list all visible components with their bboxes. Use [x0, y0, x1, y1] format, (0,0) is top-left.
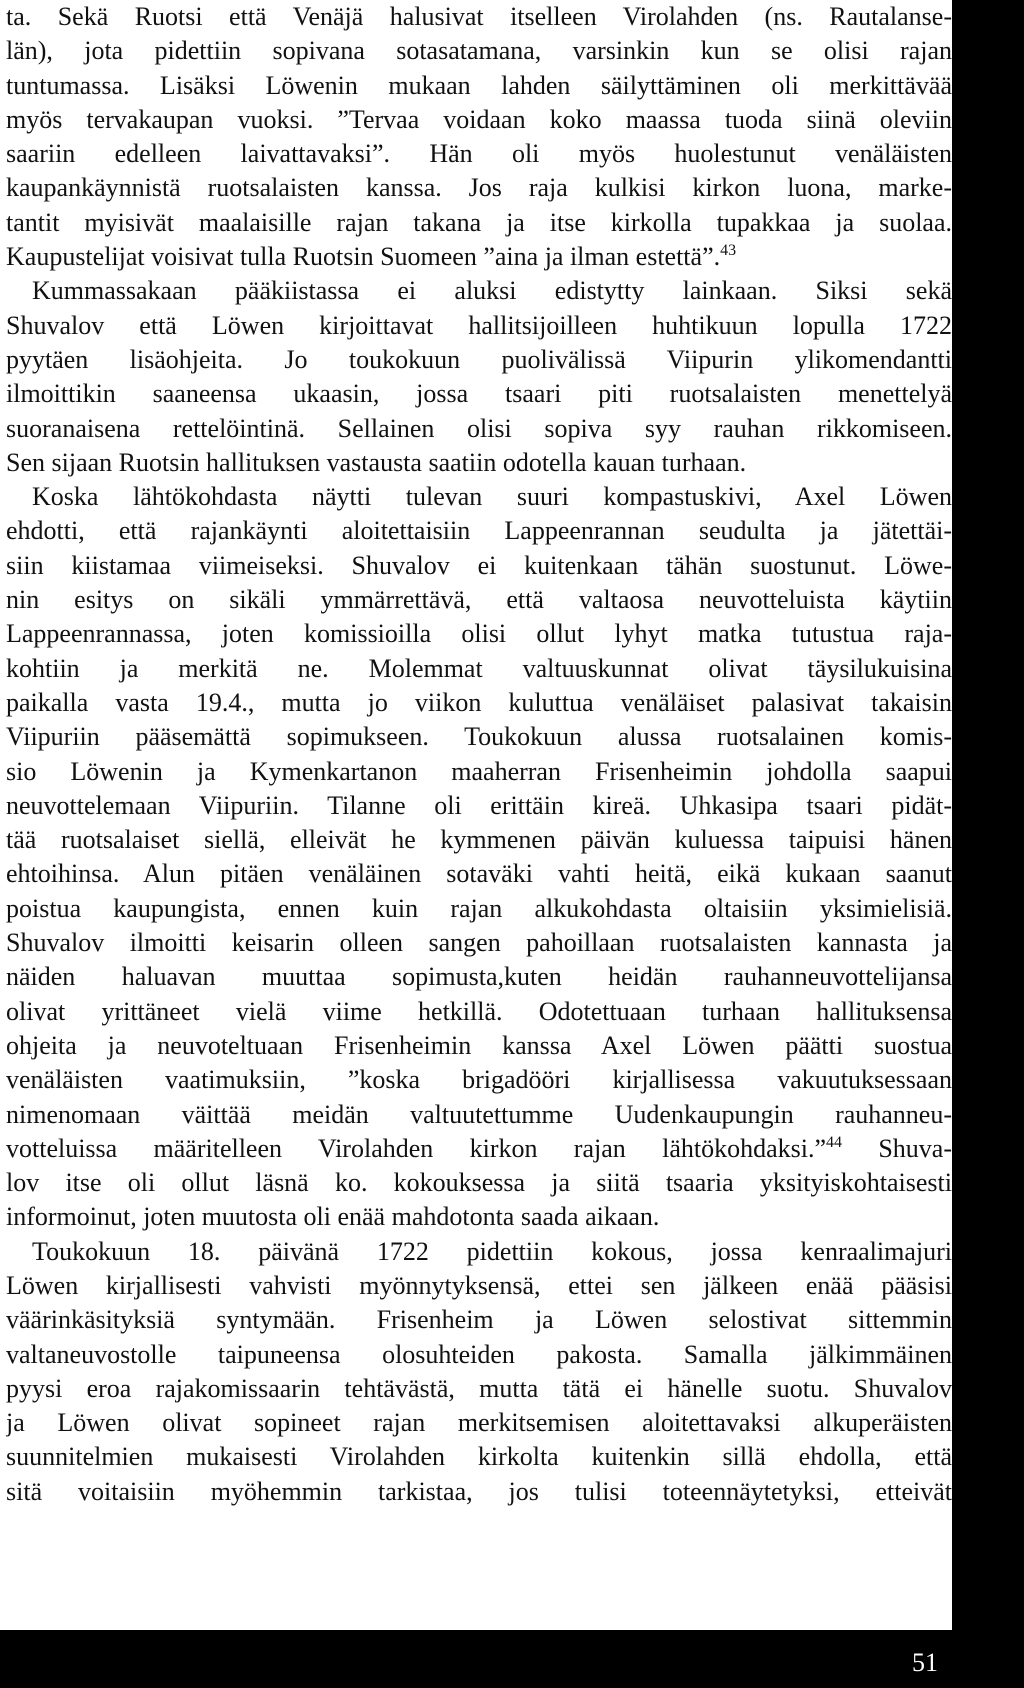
line-text: Lappeenrannassa, joten komissioilla olisi ollut lyhyt matka tutustua raja-	[6, 619, 952, 649]
text-line	[6, 583, 952, 617]
line-text: nimenomaan väittää meidän valtuutettumme Uudenkaupungin rauhanneu-	[6, 1099, 952, 1129]
text-line	[6, 309, 952, 343]
text-line	[6, 377, 952, 411]
text-line	[6, 274, 952, 308]
text-line	[6, 412, 952, 446]
line-text: Kummassakaan pääkiistassa ei aluksi edistytty lainkaan. Siksi sekä	[32, 276, 952, 306]
text-line	[6, 1475, 952, 1509]
line-text: votteluissa määritelleen Virolahden kirkon rajan lähtökohdaksi.”	[6, 1133, 826, 1163]
text-line	[6, 240, 952, 274]
line-text: informoinut, joten muutosta oli enää mahdotonta saada aikaan.	[6, 1202, 660, 1232]
line-text: Löwen kirjallisesti vahvisti myönnytyksensä, ettei sen jälkeen enää pääsisi	[6, 1270, 952, 1300]
line-text: lov itse oli ollut läsnä ko. kokouksessa ja siitä tsaaria yksityiskohtaisesti	[6, 1168, 952, 1198]
text-line	[6, 1063, 952, 1097]
line-text-tail: Shuva-	[842, 1133, 952, 1163]
page-number: 51	[912, 1648, 938, 1677]
text-line	[6, 1440, 952, 1474]
text-line	[6, 960, 952, 994]
text-line	[6, 1200, 952, 1234]
line-text: suunnitelmien mukaisesti Virolahden kirkolta kuitenkin sillä ehdolla, että	[6, 1442, 952, 1472]
body-text	[6, 0, 952, 1509]
text-line	[6, 549, 952, 583]
line-text: ohjeita ja neuvoteltuaan Frisenheimin kanssa Axel Löwen päätti suostua	[6, 1030, 952, 1060]
text-line	[6, 1132, 952, 1166]
text-line	[6, 343, 952, 377]
line-text: pyysi eroa rajakomissaarin tehtävästä, mutta tätä ei hänelle suotu. Shuvalov	[6, 1373, 952, 1403]
text-line	[6, 103, 952, 137]
line-text: Koska lähtökohdasta näytti tulevan suuri kompastuskivi, Axel Löwen	[32, 482, 952, 512]
text-line	[6, 1166, 952, 1200]
line-text: Toukokuun 18. päivänä 1722 pidettiin kokous, jossa kenraalimajuri	[32, 1236, 952, 1266]
line-text: ehtoihinsa. Alun pitäen venäläinen sotaväki vahti heitä, eikä kukaan saanut	[6, 859, 952, 889]
line-text: suoranaisena rettelöintinä. Sellainen olisi sopiva syy rauhan rikkomiseen.	[6, 413, 952, 443]
line-text: sio Löwenin ja Kymenkartanon maaherran Frisenheimin johdolla saapui	[6, 756, 952, 786]
footnote-marker: 44	[826, 1133, 842, 1151]
text-line	[6, 652, 952, 686]
text-line	[6, 686, 952, 720]
line-text: myös tervakaupan vuoksi. ”Tervaa voidaan koko maassa tuoda siinä oleviin	[6, 104, 952, 134]
scan-border-bottom	[0, 1630, 1024, 1688]
text-line	[6, 1338, 952, 1372]
text-line	[6, 171, 952, 205]
text-line	[6, 892, 952, 926]
line-text: venäläisten vaatimuksiin, ”koska brigadööri kirjallisessa vakuutuksessaan	[6, 1065, 952, 1095]
line-text: Viipuriin pääsemättä sopimukseen. Toukokuun alussa ruotsalainen komis-	[6, 722, 952, 752]
text-line	[6, 755, 952, 789]
line-text: kaupankäynnistä ruotsalaisten kanssa. Jos raja kulkisi kirkon luona, marke-	[6, 173, 952, 203]
text-line	[6, 480, 952, 514]
line-text: olivat yrittäneet vielä viime hetkillä. Odotettuaan turhaan hallituksensa	[6, 996, 952, 1026]
text-line	[6, 34, 952, 68]
line-text: tää ruotsalaiset siellä, elleivät he kymmenen päivän kuluessa taipuisi hänen	[6, 825, 952, 855]
line-text: Kaupustelijat voisivat tulla Ruotsin Suomeen ”aina ja ilman estettä”.	[6, 242, 721, 272]
text-line	[6, 720, 952, 754]
line-text: neuvottelemaan Viipuriin. Tilanne oli erittäin kireä. Uhkasipa tsaari pidät-	[6, 790, 952, 820]
line-text: ja Löwen olivat sopineet rajan merkitsemisen aloitettavaksi alkuperäisten	[6, 1408, 952, 1438]
line-text: siin kiistamaa viimeiseksi. Shuvalov ei kuitenkaan tähän suostunut. Löwe-	[6, 550, 952, 580]
line-text: län), jota pidettiin sopivana sotasatamana, varsinkin kun se olisi rajan	[6, 36, 952, 66]
line-text: valtaneuvostolle taipuneensa olosuhteiden pakosta. Samalla jälkimmäinen	[6, 1339, 952, 1369]
text-line	[6, 823, 952, 857]
text-line	[6, 514, 952, 548]
footnote-marker: 43	[720, 242, 737, 260]
text-line	[6, 1029, 952, 1063]
line-text: tantit myisivät maalaisille rajan takana ja itse kirkolla tupakkaa ja suolaa.	[6, 207, 952, 237]
text-line	[6, 995, 952, 1029]
text-line	[6, 1098, 952, 1132]
line-text: ehdotti, että rajankäynti aloitettaisiin Lappeenrannan seudulta ja jätettäi-	[6, 516, 952, 546]
text-line	[6, 857, 952, 891]
text-line	[6, 0, 952, 34]
text-line	[6, 617, 952, 651]
text-line	[6, 1269, 952, 1303]
text-line	[6, 1235, 952, 1269]
text-line	[6, 206, 952, 240]
text-line	[6, 137, 952, 171]
text-line	[6, 69, 952, 103]
line-text: Shuvalov että Löwen kirjoittavat hallitsijoilleen huhtikuun lopulla 1722	[6, 310, 952, 340]
text-line	[6, 1303, 952, 1337]
line-text: ta. Sekä Ruotsi että Venäjä halusivat itselleen Virolahden (ns. Rautalanse-	[6, 2, 952, 31]
text-line	[6, 926, 952, 960]
line-text: väärinkäsityksiä syntymään. Frisenheim ja Löwen selostivat sittemmin	[6, 1305, 952, 1335]
line-text: sitä voitaisiin myöhemmin tarkistaa, jos tulisi toteennäytetyksi, etteivät	[6, 1476, 952, 1506]
text-line	[6, 789, 952, 823]
line-text: tuntumassa. Lisäksi Löwenin mukaan lahden säilyttäminen oli merkittävää	[6, 70, 952, 100]
line-text: pyytäen lisäohjeita. Jo toukokuun puolivälissä Viipurin ylikomendantti	[6, 344, 952, 374]
line-text: Shuvalov ilmoitti keisarin olleen sangen pahoillaan ruotsalaisten kannasta ja	[6, 928, 952, 958]
text-line	[6, 1406, 952, 1440]
line-text: poistua kaupungista, ennen kuin rajan alkukohdasta oltaisiin yksimielisiä.	[6, 893, 952, 923]
line-text: nin esitys on sikäli ymmärrettävä, että valtaosa neuvotteluista käytiin	[6, 585, 952, 615]
scan-border-right	[952, 0, 1024, 1688]
line-text: saariin edelleen laivattavaksi”. Hän oli myös huolestunut venäläisten	[6, 139, 952, 169]
line-text: ilmoittikin saaneensa ukaasin, jossa tsaari piti ruotsalaisten menettelyä	[6, 379, 952, 409]
line-text: paikalla vasta 19.4., mutta jo viikon kuluttua venäläiset palasivat takaisin	[6, 687, 952, 717]
text-line	[6, 446, 952, 480]
line-text: näiden haluavan muuttaa sopimusta,kuten heidän rauhanneuvottelijansa	[6, 962, 952, 992]
line-text: kohtiin ja merkitä ne. Molemmat valtuuskunnat olivat täysilukuisina	[6, 653, 952, 683]
text-line	[6, 1372, 952, 1406]
line-text: Sen sijaan Ruotsin hallituksen vastausta saatiin odotella kauan turhaan.	[6, 447, 747, 477]
